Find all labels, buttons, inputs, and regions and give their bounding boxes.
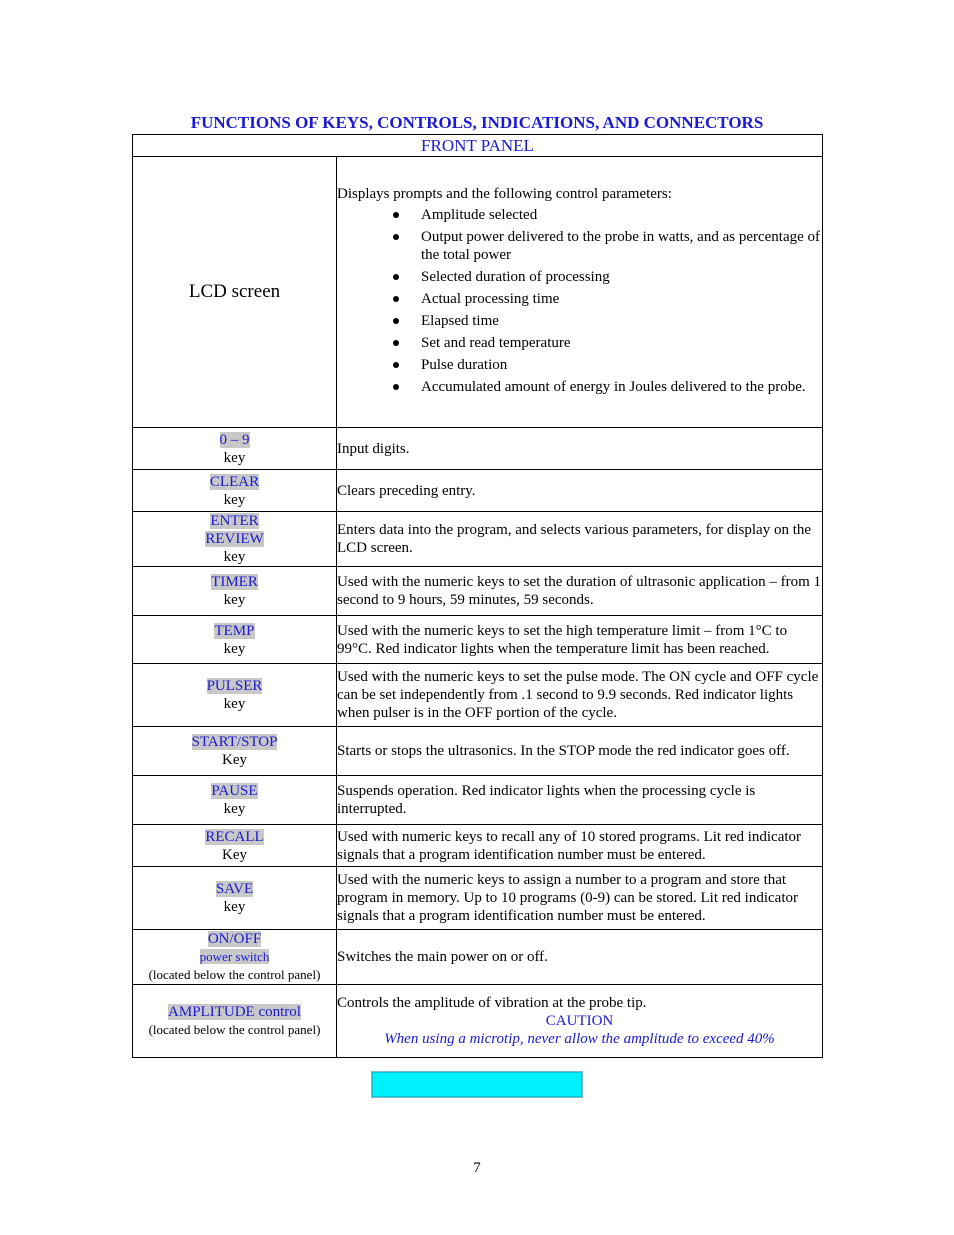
list-item: Elapsed time xyxy=(421,312,822,330)
key-description: Used with numeric keys to recall any of 10 stored programs. Lit red indicator signals that a program identification number must be entered. xyxy=(337,825,823,867)
key-name-cell xyxy=(133,470,337,512)
key-label-start-stop: START/STOP xyxy=(191,734,278,750)
caution-text: When using a microtip, never allow the amplitude to exceed 40% xyxy=(384,1031,775,1047)
table-row xyxy=(133,727,823,776)
location-note: (located below the control panel) xyxy=(148,1022,321,1037)
key-name-cell xyxy=(133,985,337,1058)
list-item: Amplitude selected xyxy=(421,206,822,224)
list-item: Actual processing time xyxy=(421,290,822,308)
key-type: key xyxy=(223,491,246,508)
key-type: Key xyxy=(222,846,247,863)
key-type: key xyxy=(223,549,246,565)
table-row xyxy=(133,867,823,930)
power-switch-label: power switch xyxy=(199,949,270,964)
lcd-intro: Displays prompts and the following control parameters: xyxy=(337,185,672,202)
key-description: Suspends operation. Red indicator lights when the processing cycle is interrupted. xyxy=(337,776,823,825)
list-item: Set and read temperature xyxy=(421,334,822,352)
key-description: Input digits. xyxy=(337,428,823,470)
key-name-cell xyxy=(133,867,337,930)
key-label-save: SAVE xyxy=(215,881,254,897)
key-label-digits: 0 – 9 xyxy=(219,431,250,448)
key-name-cell xyxy=(133,776,337,825)
key-name-cell xyxy=(133,428,337,470)
lcd-label: LCD screen xyxy=(188,280,281,302)
key-description: Used with the numeric keys to assign a number to a program and store that program in memory. Up to 10 programs (0-9) can be stored. Lit red indicator signals that a program identification number must be entered. xyxy=(337,867,823,930)
lcd-description xyxy=(337,157,823,428)
key-type: key xyxy=(223,449,246,466)
key-type: key xyxy=(223,696,246,712)
key-label-enter: ENTER xyxy=(210,513,259,529)
key-name-cell xyxy=(133,664,337,727)
key-label-timer: TIMER xyxy=(211,574,258,590)
page-number: 7 xyxy=(473,1160,481,1176)
key-type: key xyxy=(223,640,246,657)
key-label-clear: CLEAR xyxy=(209,473,260,490)
functions-table xyxy=(132,134,823,1058)
panel-header: FRONT PANEL xyxy=(133,135,823,157)
list-item: Accumulated amount of energy in Joules delivered to the probe. xyxy=(421,378,822,396)
table-row xyxy=(133,428,823,470)
panel-header-row xyxy=(133,135,823,157)
key-name-cell xyxy=(133,930,337,985)
key-description: Starts or stops the ultrasonics. In the STOP mode the red indicator goes off. xyxy=(337,727,823,776)
key-type: key xyxy=(223,801,246,817)
table-row xyxy=(133,567,823,616)
key-description: Switches the main power on or off. xyxy=(337,930,823,985)
key-label-amplitude: AMPLITUDE control xyxy=(168,1004,301,1020)
table-row xyxy=(133,616,823,664)
document-title: FUNCTIONS OF KEYS, CONTROLS, INDICATIONS, AND CONNECTORS xyxy=(190,113,764,132)
highlight-bar xyxy=(371,1071,583,1098)
table-row xyxy=(133,512,823,567)
key-name-cell xyxy=(133,825,337,867)
table-row xyxy=(133,825,823,867)
key-label-pulser: PULSER xyxy=(206,678,263,694)
key-name-cell xyxy=(133,512,337,567)
list-item: Output power delivered to the probe in watts, and as percentage of the total power xyxy=(421,228,821,263)
key-label-temp: TEMP xyxy=(214,622,255,639)
key-name-cell xyxy=(133,616,337,664)
key-description: Clears preceding entry. xyxy=(337,470,823,512)
key-name-cell xyxy=(133,567,337,616)
list-item: Pulse duration xyxy=(421,356,822,374)
key-description: Used with the numeric keys to set the duration of ultrasonic application – from 1 second to 9 hours, 59 minutes, 59 seconds. xyxy=(337,567,823,616)
key-type: key xyxy=(223,592,246,608)
key-description: Used with the numeric keys to set the pulse mode. The ON cycle and OFF cycle can be set independently from .1 second to 9.9 seconds. Red indicator lights when pulser is in the OFF portion of the cycle. xyxy=(337,664,823,727)
table-row xyxy=(133,664,823,727)
table-row xyxy=(133,776,823,825)
key-label-recall: RECALL xyxy=(205,828,264,845)
lcd-param-list xyxy=(337,206,822,396)
key-description: Enters data into the program, and selects various parameters, for display on the LCD screen. xyxy=(337,512,823,567)
amplitude-description: Controls the amplitude of vibration at the probe tip. xyxy=(337,995,647,1011)
key-label-pause: PAUSE xyxy=(211,783,258,799)
key-label-review: REVIEW xyxy=(205,531,264,547)
location-note: (located below the control panel) xyxy=(148,967,321,982)
key-description xyxy=(337,985,823,1058)
table-row-onoff xyxy=(133,930,823,985)
key-description: Used with the numeric keys to set the high temperature limit – from 1°C to 99°C. Red indicator lights when the temperature limit has been reached. xyxy=(337,616,823,664)
key-label-onoff: ON/OFF xyxy=(207,931,262,947)
table-row xyxy=(133,470,823,512)
key-type: key xyxy=(223,899,246,915)
caution-heading: CAUTION xyxy=(545,1013,614,1029)
key-type: Key xyxy=(222,752,247,768)
key-name-cell xyxy=(133,727,337,776)
lcd-label-cell xyxy=(133,157,337,428)
table-row-amplitude xyxy=(133,985,823,1058)
table-row-lcd xyxy=(133,157,823,428)
list-item: Selected duration of processing xyxy=(421,268,822,286)
